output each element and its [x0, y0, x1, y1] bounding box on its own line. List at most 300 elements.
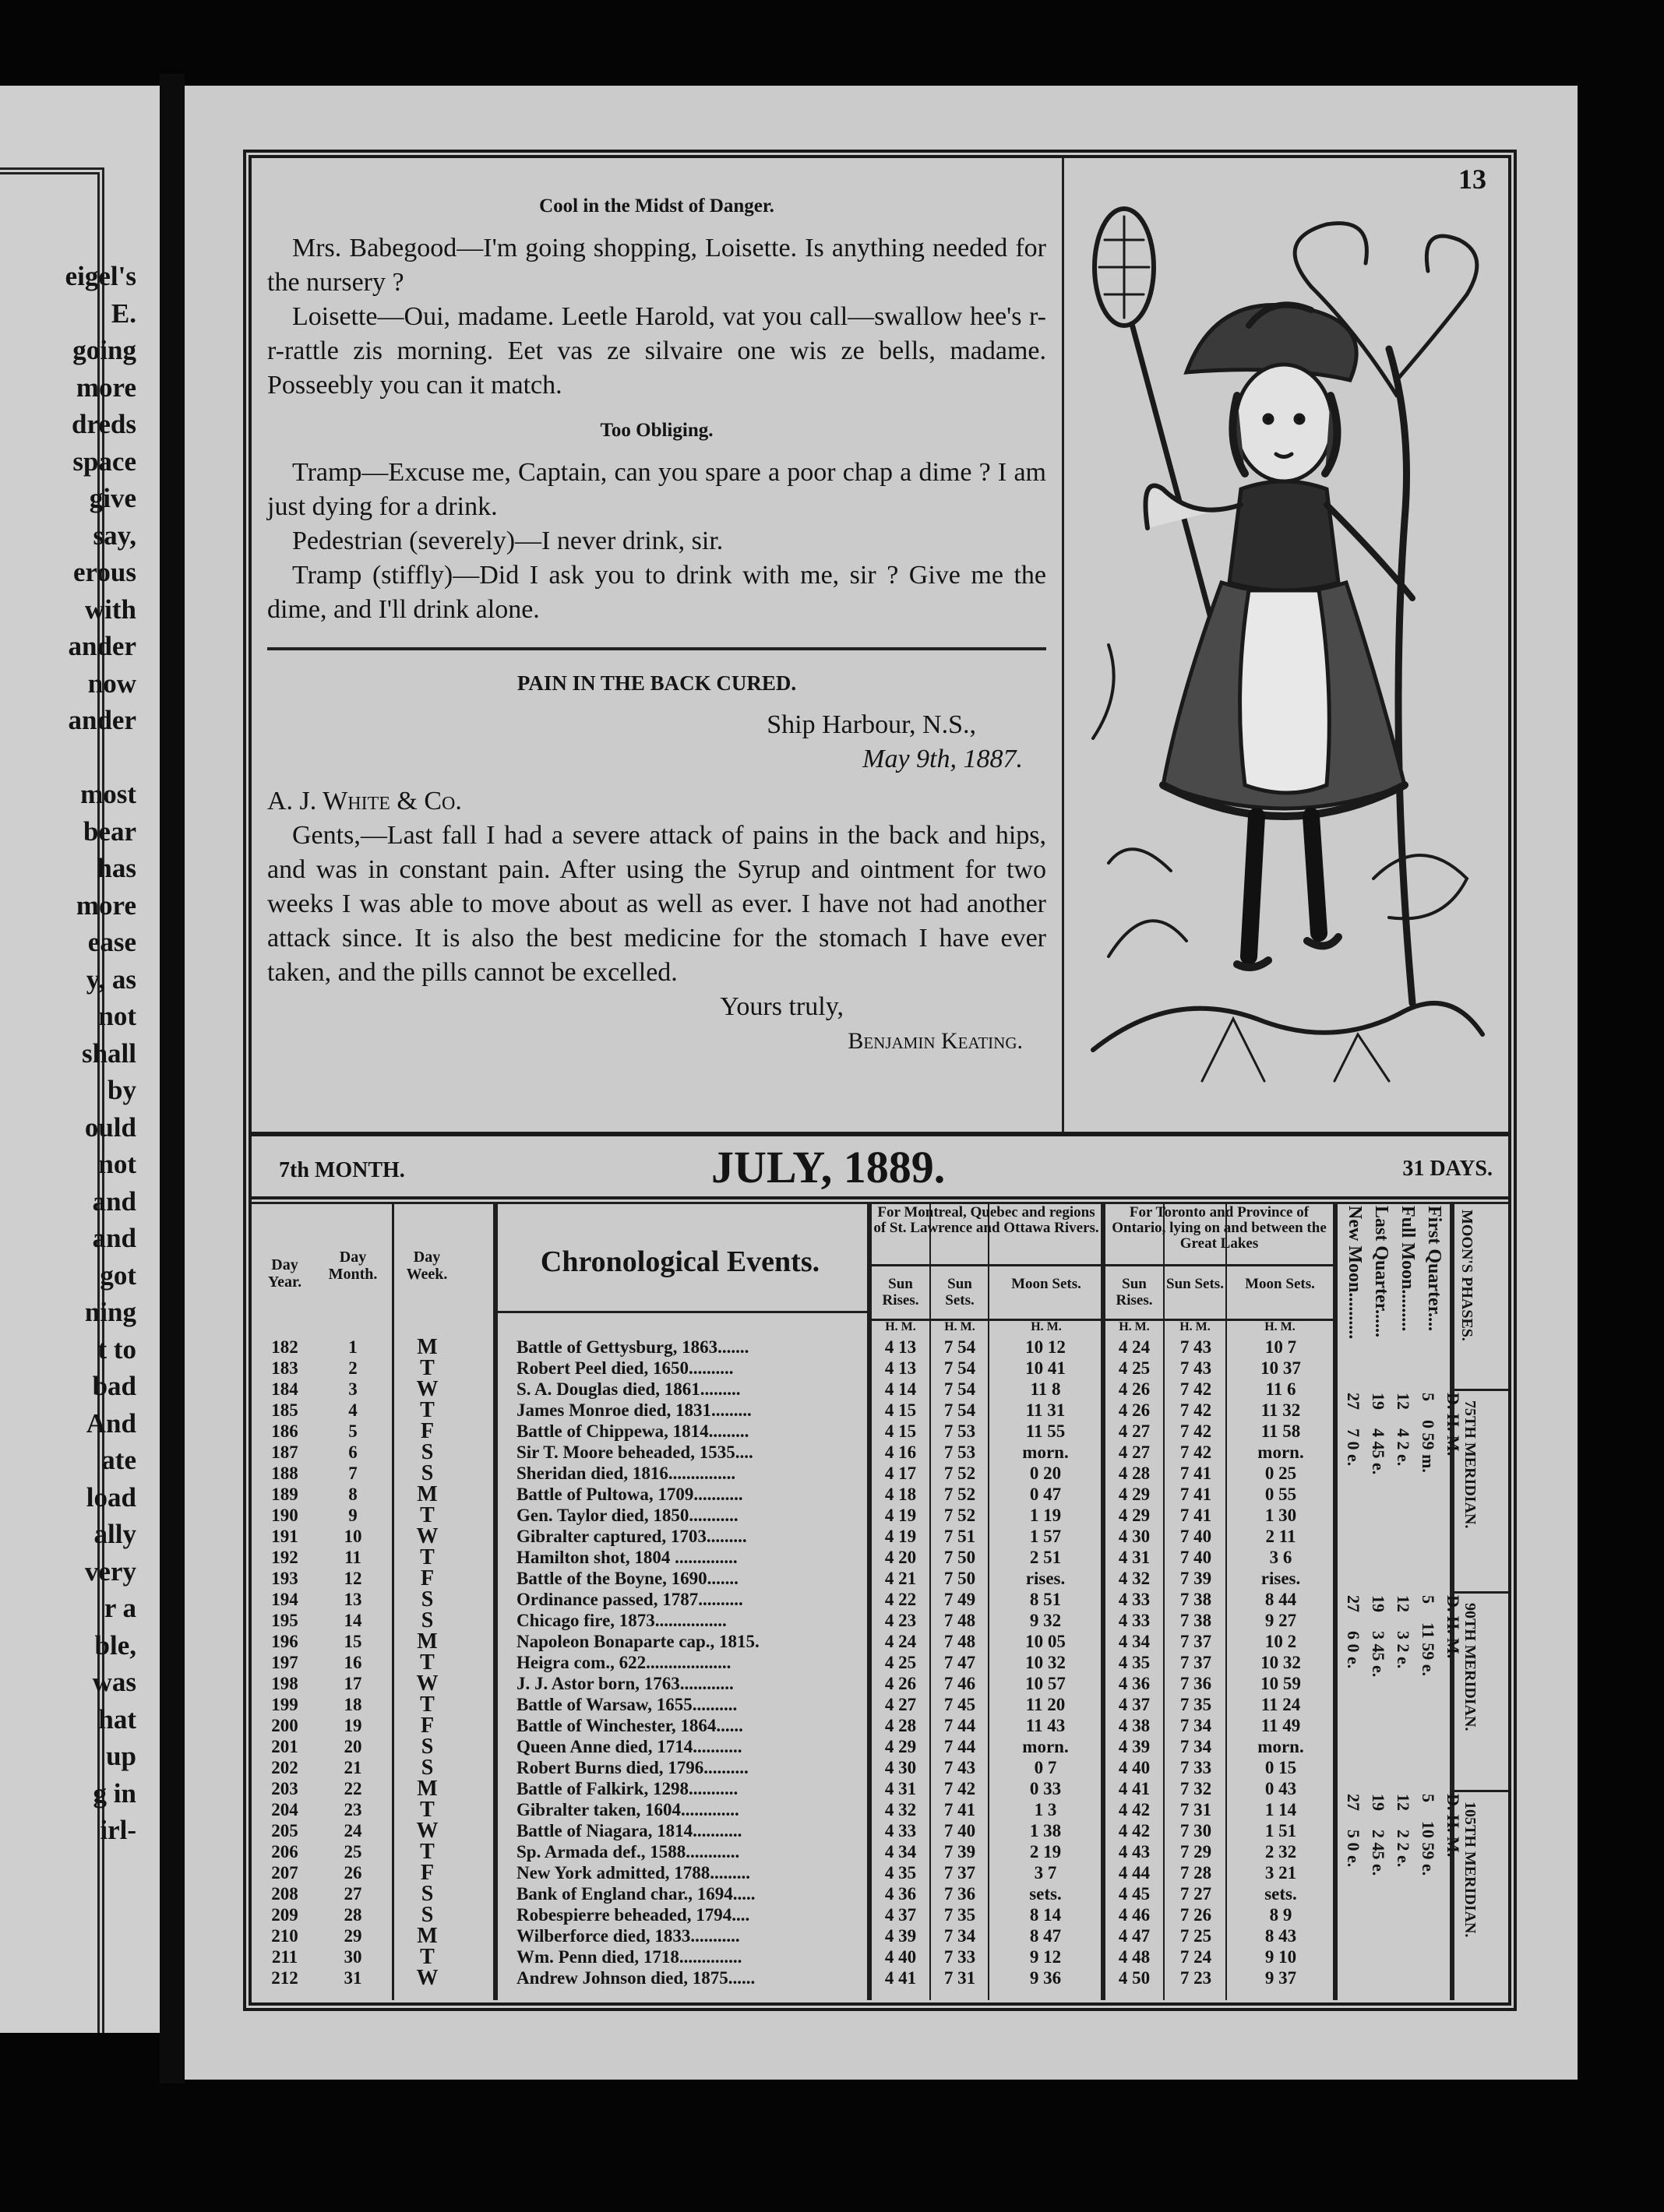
cell-day-year: 207 [271, 1863, 298, 1883]
cell-montreal-sunset: 7 33 [943, 1947, 976, 1967]
cell-event: Battle of Winchester, 1864...... [516, 1717, 743, 1735]
phase-entry [1415, 1393, 1440, 1580]
phase-entry [1341, 1393, 1366, 1580]
left-fragment-line: ble, [94, 1629, 136, 1661]
dhm-label: D. H. M. [1444, 1393, 1463, 1456]
days-count-label: 31 DAYS. [1402, 1157, 1493, 1181]
cell-montreal-sunset: 7 35 [943, 1905, 976, 1925]
cell-montreal-sunset: 7 41 [943, 1800, 976, 1819]
cell-day-month: 10 [344, 1527, 362, 1546]
cell-toronto-sunrise: 4 33 [1118, 1611, 1151, 1630]
cell-toronto-sunset: 7 35 [1179, 1695, 1212, 1714]
cell-day-week: M [417, 1777, 438, 1801]
cell-toronto-sunrise: 4 37 [1118, 1695, 1151, 1714]
testimonial-closing: Yours truly, [720, 992, 844, 1021]
phase-entry [1341, 1595, 1366, 1782]
left-fragment-line: with [84, 594, 136, 625]
cell-montreal-sunrise: 4 13 [884, 1358, 917, 1378]
cell-toronto-sunrise: 4 42 [1118, 1821, 1151, 1840]
calendar-header-rule [252, 1196, 1508, 1199]
cell-montreal-sunrise: 4 19 [884, 1527, 917, 1546]
cell-day-year: 188 [271, 1464, 298, 1483]
cell-montreal-sunrise: 4 21 [884, 1569, 917, 1588]
calendar-row [252, 1819, 1334, 1843]
cell-montreal-sunset: 7 53 [943, 1421, 976, 1441]
cell-event: James Monroe died, 1831......... [516, 1401, 752, 1420]
left-fragment-line: load [86, 1481, 136, 1513]
cell-montreal-sunrise: 4 20 [884, 1548, 917, 1567]
cell-toronto-moonset: 10 7 [1264, 1337, 1297, 1357]
cell-day-week: W [416, 1819, 439, 1843]
left-fragment-line: And [86, 1407, 136, 1439]
phase-day: 12 [1394, 1393, 1413, 1410]
cell-toronto-sunset: 7 43 [1179, 1358, 1212, 1378]
cell-day-month: 19 [344, 1716, 362, 1735]
calendar-row [252, 1440, 1334, 1464]
left-fragment-line: most [80, 779, 136, 809]
left-fragment-line: ally [93, 1519, 136, 1549]
cell-montreal-sunrise: 4 13 [884, 1337, 917, 1357]
cell-toronto-moonset: 8 9 [1269, 1905, 1292, 1925]
left-fragment-line: more [76, 889, 136, 921]
story1-title: Cool in the Midst of Danger. [539, 195, 774, 217]
left-fragment-line: ning [84, 1297, 136, 1327]
left-fragment-line: g in [93, 1777, 136, 1809]
cell-montreal-moonset: 9 12 [1029, 1947, 1062, 1967]
cell-day-week: T [420, 1692, 435, 1717]
story2-title: Too Obliging. [600, 420, 714, 441]
cell-day-year: 210 [271, 1926, 298, 1946]
testimonial-addressee: A. J. White & Co. [267, 787, 462, 815]
cell-toronto-sunrise: 4 44 [1118, 1863, 1151, 1883]
cell-day-year: 194 [271, 1590, 298, 1609]
column-divider [1062, 158, 1064, 1132]
calendar-row [252, 1692, 1334, 1717]
cell-day-year: 192 [271, 1548, 298, 1567]
story2-para: Tramp—Excuse me, Captain, can you spare a poor chap a dime ? I am just dying for a drink. [267, 458, 1046, 521]
calendar-title: JULY, 1889. [711, 1142, 946, 1192]
phase-time: 2 2 e. [1394, 1830, 1413, 1868]
left-fragment-line: and [92, 1223, 136, 1253]
cell-toronto-moonset: 9 10 [1264, 1947, 1297, 1967]
cell-day-year: 189 [271, 1485, 298, 1504]
header-region-montreal: For Montreal, Quebec and regions of St. Lawrence and Ottawa Rivers. [873, 1204, 1099, 1236]
cell-day-year: 193 [271, 1569, 298, 1588]
calendar-row [252, 1861, 1334, 1885]
phase-time: 4 2 e. [1394, 1428, 1413, 1467]
cell-day-week: T [420, 1545, 435, 1569]
cell-event: Andrew Johnson died, 1875...... [516, 1969, 756, 1988]
cell-toronto-sunrise: 4 36 [1118, 1674, 1151, 1693]
cell-event: Gibralter taken, 1604............. [516, 1801, 739, 1819]
phase-time: 10 59 e. [1419, 1821, 1438, 1876]
cell-toronto-sunset: 7 34 [1179, 1737, 1212, 1756]
cell-toronto-sunset: 7 42 [1179, 1421, 1212, 1441]
cell-day-year: 203 [271, 1779, 298, 1798]
phase-day: 5 [1419, 1393, 1438, 1401]
cell-toronto-sunrise: 4 45 [1118, 1884, 1151, 1904]
cell-event: New York admitted, 1788......... [516, 1864, 751, 1883]
cell-toronto-sunset: 7 24 [1179, 1947, 1212, 1967]
calendar-row [252, 1714, 1334, 1738]
cell-day-year: 195 [271, 1611, 298, 1630]
cell-montreal-sunset: 7 34 [943, 1926, 976, 1946]
testimonial-body: Gents,—Last fall I had a severe attack of pains in the back and hips, and was in constant pain. After using the Syrup and ointment for two weeks I was able to move about as well as ever. I have not had another attack since. It is also the best medicine for the stomach I have ever taken, and the pills cannot be excelled. [267, 821, 1046, 987]
cell-montreal-sunset: 7 43 [943, 1758, 976, 1777]
cell-day-month: 11 [344, 1548, 361, 1567]
cell-event: Gibralter captured, 1703......... [516, 1527, 747, 1546]
cell-montreal-sunset: 7 54 [943, 1379, 976, 1399]
cell-toronto-sunset: 7 34 [1179, 1716, 1212, 1735]
cell-montreal-moonset: 11 43 [1025, 1716, 1066, 1735]
cell-day-week: W [416, 1524, 439, 1548]
cell-montreal-sunrise: 4 37 [884, 1905, 917, 1925]
cell-toronto-sunset: 7 40 [1179, 1548, 1212, 1567]
cell-montreal-sunset: 7 45 [943, 1695, 976, 1714]
cell-day-month: 7 [348, 1464, 358, 1483]
left-fragment-line: shall [81, 1037, 136, 1069]
cell-toronto-moonset: 11 58 [1260, 1421, 1301, 1441]
cell-montreal-sunset: 7 52 [943, 1464, 976, 1483]
cell-montreal-sunrise: 4 24 [884, 1632, 917, 1651]
cell-toronto-sunrise: 4 41 [1118, 1779, 1151, 1798]
calendar-row [252, 1924, 1334, 1948]
phase-time: 4 45 e. [1369, 1428, 1388, 1475]
cell-montreal-moonset: 8 51 [1029, 1590, 1062, 1609]
cell-day-year: 212 [271, 1968, 298, 1988]
left-fragment-line: t to [97, 1333, 136, 1365]
calendar-row [252, 1629, 1334, 1654]
left-fragment-line: bad [92, 1371, 136, 1401]
cell-toronto-sunrise: 4 24 [1118, 1337, 1151, 1357]
cell-montreal-sunset: 7 48 [943, 1632, 976, 1651]
cell-event: Robert Burns died, 1796.......... [516, 1759, 749, 1777]
cell-montreal-sunrise: 4 29 [884, 1737, 917, 1756]
cell-day-month: 3 [348, 1379, 358, 1399]
cell-day-week: S [421, 1587, 434, 1611]
cell-montreal-moonset: 1 3 [1034, 1800, 1057, 1819]
cell-toronto-sunset: 7 38 [1179, 1611, 1212, 1630]
header-moon-sets-2: Moon Sets. [1245, 1276, 1315, 1292]
meridian-times [1341, 1393, 1465, 1580]
cell-toronto-sunrise: 4 25 [1118, 1358, 1151, 1378]
cell-event: J. J. Astor born, 1763............ [516, 1675, 734, 1693]
left-fragment-line: say, [93, 520, 136, 551]
cell-event: Battle of Falkirk, 1298........... [516, 1780, 739, 1798]
header-day-week: Day Week. [406, 1249, 448, 1283]
left-fragment-line: ander [68, 631, 136, 661]
cell-day-week: W [416, 1671, 439, 1696]
cell-montreal-sunset: 7 53 [943, 1442, 976, 1462]
cell-montreal-moonset: 0 7 [1034, 1758, 1057, 1777]
calendar-row [252, 1545, 1334, 1569]
cell-day-year: 204 [271, 1800, 298, 1819]
cell-montreal-sunset: 7 54 [943, 1358, 976, 1378]
cell-montreal-sunrise: 4 30 [884, 1758, 917, 1777]
cell-day-year: 208 [271, 1884, 298, 1904]
calendar-row [252, 1650, 1334, 1675]
calendar-row [252, 1840, 1334, 1864]
phase-day: 19 [1369, 1393, 1388, 1410]
left-fragment-line: going [72, 335, 136, 365]
cell-montreal-moonset: 8 14 [1029, 1905, 1062, 1925]
cell-montreal-sunrise: 4 16 [884, 1442, 917, 1462]
cell-day-year: 211 [271, 1947, 298, 1967]
calendar-row [252, 1671, 1334, 1696]
cell-montreal-sunset: 7 51 [943, 1527, 976, 1546]
calendar-row [252, 1461, 1334, 1485]
cell-day-week: S [421, 1756, 434, 1780]
phase-day: 27 [1344, 1794, 1363, 1811]
calendar-row [252, 1587, 1334, 1611]
cell-toronto-moonset: 10 37 [1260, 1358, 1301, 1378]
cell-toronto-moonset: 2 11 [1265, 1527, 1296, 1546]
cell-event: S. A. Douglas died, 1861......... [516, 1380, 741, 1399]
cell-day-month: 23 [344, 1800, 362, 1819]
cell-toronto-sunset: 7 41 [1179, 1506, 1212, 1525]
cell-day-year: 202 [271, 1758, 298, 1777]
cell-montreal-moonset: 3 7 [1034, 1863, 1057, 1883]
cell-montreal-sunrise: 4 36 [884, 1884, 917, 1904]
phase-day: 12 [1394, 1595, 1413, 1612]
moons-phases-label: MOON'S PHASES. [1458, 1210, 1475, 1341]
cell-event: Wm. Penn died, 1718.............. [516, 1948, 742, 1967]
cell-day-year: 198 [271, 1674, 298, 1693]
cell-event: Gen. Taylor died, 1850........... [516, 1506, 739, 1525]
phase-time: 7 0 e. [1344, 1428, 1363, 1467]
phase-time: 5 0 e. [1344, 1830, 1363, 1868]
cell-event: Ordinance passed, 1787.......... [516, 1590, 743, 1609]
cell-day-month: 8 [348, 1485, 358, 1504]
cell-toronto-moonset: rises. [1260, 1569, 1301, 1588]
cell-day-month: 20 [344, 1737, 362, 1756]
cell-day-year: 186 [271, 1421, 298, 1441]
left-fragment-line: now [87, 667, 136, 699]
cell-montreal-moonset: 10 05 [1025, 1632, 1066, 1651]
cell-day-month: 15 [344, 1632, 362, 1651]
cell-montreal-moonset: 9 36 [1029, 1968, 1062, 1988]
left-fragment-line: erous [72, 557, 136, 587]
cell-toronto-sunset: 7 27 [1179, 1884, 1212, 1904]
meridian-label: 90TH MERIDIAN. [1461, 1603, 1479, 1731]
cell-day-week: T [420, 1650, 435, 1675]
cell-day-year: 185 [271, 1400, 298, 1420]
cell-montreal-moonset: 11 20 [1025, 1695, 1066, 1714]
cell-day-week: S [421, 1440, 434, 1464]
cell-day-week: T [420, 1945, 435, 1969]
cell-montreal-sunrise: 4 19 [884, 1506, 917, 1525]
page-number: 13 [1458, 164, 1486, 195]
calendar-row [252, 1377, 1334, 1401]
book-gutter [160, 74, 185, 2083]
cell-toronto-sunrise: 4 30 [1118, 1527, 1151, 1546]
cell-montreal-moonset: 11 8 [1030, 1379, 1061, 1399]
cell-toronto-moonset: 3 6 [1269, 1548, 1292, 1567]
cell-montreal-sunset: 7 50 [943, 1569, 976, 1588]
cell-montreal-moonset: morn. [1022, 1737, 1069, 1756]
meridian-label: 105TH MERIDIAN. [1461, 1802, 1479, 1938]
cell-montreal-moonset: 2 51 [1029, 1548, 1062, 1567]
header-sun-sets-2: Sun Sets. [1166, 1276, 1224, 1292]
cell-day-week: M [417, 1924, 438, 1948]
cell-toronto-moonset: 1 51 [1264, 1821, 1297, 1840]
cell-day-week: T [420, 1398, 435, 1422]
left-fragment-line: got [100, 1259, 136, 1291]
cell-montreal-sunrise: 4 35 [884, 1863, 917, 1883]
cell-montreal-sunset: 7 39 [943, 1842, 976, 1862]
cell-montreal-sunrise: 4 32 [884, 1800, 917, 1819]
calendar-row [252, 1608, 1334, 1633]
cell-toronto-sunset: 7 40 [1179, 1527, 1212, 1546]
cell-event: Battle of Warsaw, 1655.......... [516, 1696, 738, 1714]
cell-day-month: 25 [344, 1842, 362, 1862]
cell-toronto-moonset: 0 15 [1264, 1758, 1297, 1777]
cell-toronto-sunset: 7 42 [1179, 1400, 1212, 1420]
cell-montreal-moonset: morn. [1022, 1442, 1069, 1462]
story2-para: Tramp (stiffly)—Did I ask you to drink with me, sir ? Give me the dime, and I'll drink alone. [267, 561, 1046, 624]
cell-day-month: 14 [344, 1611, 362, 1630]
cell-toronto-sunrise: 4 35 [1118, 1653, 1151, 1672]
calendar-row [252, 1503, 1334, 1527]
phase-day: 19 [1369, 1595, 1388, 1612]
cell-day-week: F [420, 1861, 435, 1885]
cell-event: Battle of Niagara, 1814........... [516, 1822, 742, 1840]
cell-event: Battle of the Boyne, 1690....... [516, 1569, 739, 1588]
cell-event: Wilberforce died, 1833........... [516, 1927, 740, 1946]
cell-event: Chicago fire, 1873................ [516, 1611, 727, 1630]
story1-para: Loisette—Oui, madame. Leetle Harold, vat you call—swallow hee's r-r-rattle zis morning. Eet vas ze silvaire one wis ze bells, madame. Posseebly you can it match. [267, 302, 1046, 400]
phase-day: 27 [1344, 1595, 1363, 1612]
cell-day-week: M [417, 1482, 438, 1506]
cell-montreal-moonset: 11 55 [1025, 1421, 1066, 1441]
phase-time: 3 2 e. [1394, 1631, 1413, 1669]
cell-toronto-sunset: 7 43 [1179, 1337, 1212, 1357]
cell-montreal-sunset: 7 37 [943, 1863, 976, 1883]
cell-day-year: 197 [271, 1653, 298, 1672]
cell-day-month: 17 [344, 1674, 362, 1693]
cell-toronto-sunset: 7 31 [1179, 1800, 1212, 1819]
calendar-row [252, 1945, 1334, 1969]
phase-entry [1391, 1393, 1415, 1580]
phase-new-moon: New Moon.......... [1345, 1206, 1365, 1340]
cell-montreal-sunset: 7 52 [943, 1506, 976, 1525]
cell-toronto-sunrise: 4 40 [1118, 1758, 1151, 1777]
header-moon-sets: Moon Sets. [1011, 1276, 1081, 1292]
phase-entry [1341, 1794, 1366, 1981]
cell-toronto-sunset: 7 28 [1179, 1863, 1212, 1883]
cell-day-month: 18 [344, 1695, 362, 1714]
hm-label: H. M. [1031, 1320, 1062, 1333]
cell-montreal-moonset: 9 32 [1029, 1611, 1062, 1630]
cell-montreal-sunset: 7 49 [943, 1590, 976, 1609]
cell-event: Napoleon Bonaparte cap., 1815. [516, 1633, 760, 1651]
calendar-row [252, 1398, 1334, 1422]
calendar-row [252, 1966, 1334, 1990]
cell-toronto-sunrise: 4 31 [1118, 1548, 1151, 1567]
cell-montreal-moonset: 1 19 [1029, 1506, 1062, 1525]
cell-toronto-sunset: 7 41 [1179, 1485, 1212, 1504]
cell-montreal-sunset: 7 46 [943, 1674, 976, 1693]
calendar-row [252, 1798, 1334, 1822]
header-sun-rises: Sun Rises. [882, 1276, 919, 1309]
cell-montreal-sunrise: 4 34 [884, 1842, 917, 1862]
left-fragment-line: was [92, 1667, 136, 1697]
cell-toronto-sunset: 7 26 [1179, 1905, 1212, 1925]
cell-toronto-moonset: 8 43 [1264, 1926, 1297, 1946]
cell-montreal-moonset: sets. [1029, 1884, 1062, 1904]
cell-day-week: T [420, 1503, 435, 1527]
cell-event: Robert Peel died, 1650.......... [516, 1359, 734, 1378]
phase-time: 0 59 m. [1419, 1420, 1438, 1473]
cell-day-week: T [420, 1356, 435, 1380]
cell-toronto-moonset: 10 59 [1260, 1674, 1301, 1693]
calendar-table [252, 1202, 1508, 2000]
cell-montreal-moonset: 0 33 [1029, 1779, 1062, 1798]
cell-toronto-sunset: 7 39 [1179, 1569, 1212, 1588]
phase-first-quarter: First Quarter.... [1424, 1206, 1444, 1332]
testimonial-signature: Benjamin Keating. [848, 1028, 1023, 1054]
cell-day-month: 30 [344, 1947, 362, 1967]
cell-montreal-moonset: 1 38 [1029, 1821, 1062, 1840]
cell-day-month: 16 [344, 1653, 362, 1672]
cell-day-year: 182 [271, 1337, 298, 1357]
cell-montreal-sunrise: 4 15 [884, 1421, 917, 1441]
cell-toronto-sunset: 7 41 [1179, 1464, 1212, 1483]
cell-day-year: 201 [271, 1737, 298, 1756]
phase-day: 27 [1344, 1393, 1363, 1410]
phase-day: 5 [1419, 1595, 1438, 1604]
calendar-row [252, 1482, 1334, 1506]
cell-toronto-sunset: 7 29 [1179, 1842, 1212, 1862]
girl-with-net-illustration [1077, 193, 1490, 1104]
phase-last-quarter: Last Quarter...... [1371, 1206, 1391, 1338]
phase-day: 12 [1394, 1794, 1413, 1811]
calendar-top-rule [252, 1132, 1508, 1136]
cell-event: Sheridan died, 1816............... [516, 1464, 736, 1483]
cell-event: Heigra com., 622................... [516, 1654, 732, 1672]
cell-toronto-moonset: 11 32 [1260, 1400, 1301, 1420]
left-fragment-line: has [97, 853, 136, 883]
calendar-row [252, 1419, 1334, 1443]
left-fragment-line: not [98, 1149, 136, 1179]
cell-toronto-sunset: 7 42 [1179, 1442, 1212, 1462]
cell-montreal-sunrise: 4 23 [884, 1611, 917, 1630]
cell-montreal-sunset: 7 40 [943, 1821, 976, 1840]
cell-montreal-sunrise: 4 18 [884, 1485, 917, 1504]
left-fragment-line: ould [84, 1111, 136, 1143]
header-events: Chronological Events. [540, 1245, 820, 1278]
cell-toronto-sunset: 7 37 [1179, 1632, 1212, 1651]
left-fragment-line: hat [98, 1703, 136, 1735]
story1-para: Mrs. Babegood—I'm going shopping, Loisette. Is anything needed for the nursery ? [267, 234, 1046, 297]
moon-phase-names [1338, 1206, 1447, 1385]
cell-montreal-moonset: rises. [1025, 1569, 1066, 1588]
cell-day-week: S [421, 1735, 434, 1759]
cell-toronto-sunset: 7 38 [1179, 1590, 1212, 1609]
cell-toronto-sunrise: 4 33 [1118, 1590, 1151, 1609]
cell-montreal-sunset: 7 54 [943, 1337, 976, 1357]
story2-para: Pedestrian (severely)—I never drink, sir. [292, 527, 724, 555]
cell-toronto-moonset: 8 44 [1264, 1590, 1297, 1609]
cell-event: Sp. Armada def., 1588............ [516, 1843, 740, 1862]
phase-day: 5 [1419, 1794, 1438, 1802]
cell-toronto-sunset: 7 33 [1179, 1758, 1212, 1777]
cell-montreal-sunset: 7 31 [943, 1968, 976, 1988]
cell-montreal-sunrise: 4 33 [884, 1821, 917, 1840]
cell-toronto-sunrise: 4 29 [1118, 1485, 1151, 1504]
cell-toronto-sunset: 7 37 [1179, 1653, 1212, 1672]
cell-toronto-moonset: 10 2 [1264, 1632, 1297, 1651]
